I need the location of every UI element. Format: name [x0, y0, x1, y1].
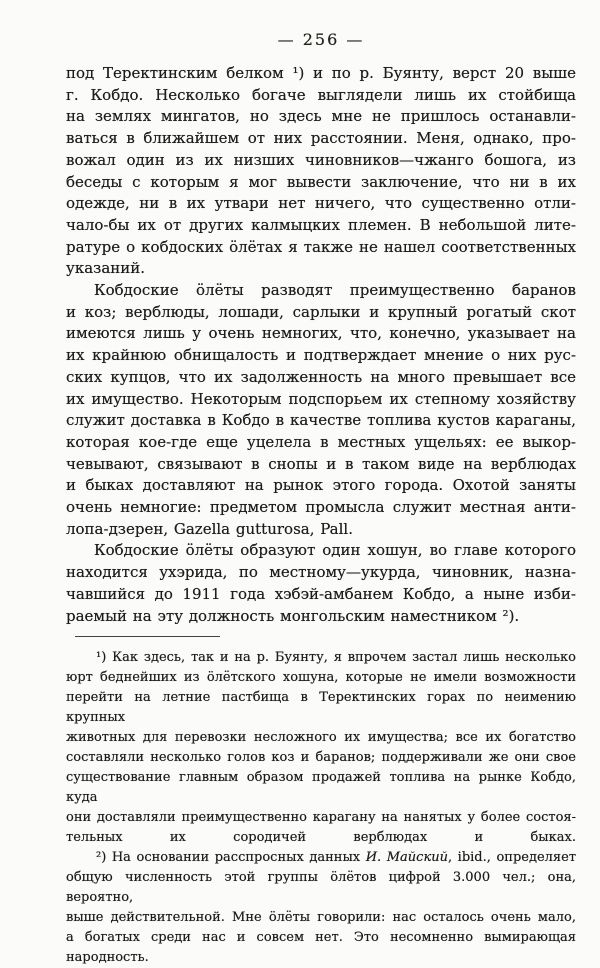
text-line: служит доставка в Кобдо в качестве топлива кустов караганы,: [66, 411, 576, 430]
paragraph-livestock: [66, 280, 576, 540]
paragraph-continued: [66, 63, 576, 280]
text-line: находится ухэрида, по местному—укурда, чиновник, назна-: [66, 563, 576, 582]
text-line: вожал один из их низших чиновников—чжанго бошога, из: [66, 150, 576, 169]
text-line: ваться в ближайшем от них расстоянии. Меня, однако, про-: [66, 129, 576, 148]
paragraph-khoshun: [66, 540, 576, 627]
italic-text-segment: И. Майский: [365, 850, 448, 866]
text-line: на землях мингатов, но здесь мне не пришлось останавли-: [66, 107, 576, 126]
text-line: их имущество. Некоторым подспорьем их степному хозяйству: [66, 389, 576, 408]
text-line: под Теректинским белком ¹) и по р. Буянту, верст 20 выше: [66, 64, 576, 82]
text-line: чавшийся до 1911 года хэбэй-амбанем Кобдо, а ныне изби-: [66, 584, 576, 603]
footnote-2: [66, 848, 576, 968]
footnotes-section: [66, 648, 576, 968]
footnote-1: [66, 648, 576, 848]
text-line: [66, 848, 576, 868]
footnote-divider: [75, 636, 220, 637]
text-line: перейти на летние пастбища в Теректинских горах по неимению крупных: [66, 690, 576, 726]
text-line: которая кое-где еще уцелела в местных ущельях: ее выкор-: [66, 432, 576, 451]
text-line: их крайнюю обнищалость и подтверждает мнение о них рус-: [66, 346, 576, 365]
page-body: [66, 63, 576, 627]
text-line: они доставляли преимущественно карагану на нанятых у более состоя-: [66, 810, 576, 826]
text-line: чало-бы их от других калмыцких племен. В небольшой лите-: [66, 215, 576, 234]
text-line: юрт беднейших из öлётского хошуна, которые не имели возможности: [66, 670, 576, 686]
text-line: очень немногие: предметом промысла служит местная анти-: [66, 498, 576, 517]
text-segment: , ibid., определяет: [447, 850, 577, 866]
text-line: существование главным образом продажей топлива на рынке Кобдо, куда: [66, 770, 576, 806]
text-line: общую численность этой группы öлётов цифрой 3.000 чел.; она, вероятно,: [66, 870, 576, 906]
page-number: — 256 —: [277, 30, 365, 49]
text-line: г. Кобдо. Несколько богаче выглядели лишь их стойбища: [66, 85, 576, 104]
text-line: имеются лишь у очень немногих, что, конечно, указывает на: [66, 324, 576, 343]
text-line: животных для перевозки несложного их имущества; все их богатство: [66, 730, 576, 746]
text-line: Кобдоские öлёты образуют один хошун, во главе которого: [94, 541, 576, 560]
text-segment: ²) На основании расспросных данных: [96, 850, 366, 866]
text-line: раемый на эту должность монгольским наместником ²).: [66, 606, 520, 625]
text-line: беседы с которым я мог вывести заключение, что ни в их: [66, 172, 576, 191]
text-line: составляли несколько голов коз и баранов; поддерживали же они свое: [66, 750, 576, 766]
text-line: а богатых среди нас и совсем нет. Это несомненно вымирающая народность.: [66, 930, 576, 966]
text-line: указаний.: [66, 259, 146, 278]
text-line: лопа-дзерен, Gazella gutturosa, Pall.: [66, 519, 353, 538]
text-line: чевывают, связывают в снопы и в таком виде на верблюдах: [66, 454, 576, 473]
text-line: ¹) Как здесь, так и на р. Буянту, я впрочем застал лишь несколько: [96, 650, 576, 666]
text-line: одежде, ни в их утвари нет ничего, что существенно отли-: [66, 194, 576, 213]
text-line: Кобдоские öлёты разводят преимущественно баранов: [94, 281, 576, 300]
text-line: и коз; верблюды, лошади, сарлыки и крупный рогатый скот: [66, 302, 576, 321]
text-line: ских купцов, что их задолженность на много превышает все: [66, 367, 576, 386]
text-line: и быках доставляют на рынок этого города. Охотой заняты: [66, 476, 576, 495]
text-line: выше действительной. Мне öлёты говорили: нас осталось очень мало,: [66, 910, 576, 926]
text-line: тельных их сородичей верблюдах и быках.: [66, 830, 576, 846]
text-line: ратуре о кобдоских öлётах я также не нашел соответственных: [66, 237, 576, 256]
